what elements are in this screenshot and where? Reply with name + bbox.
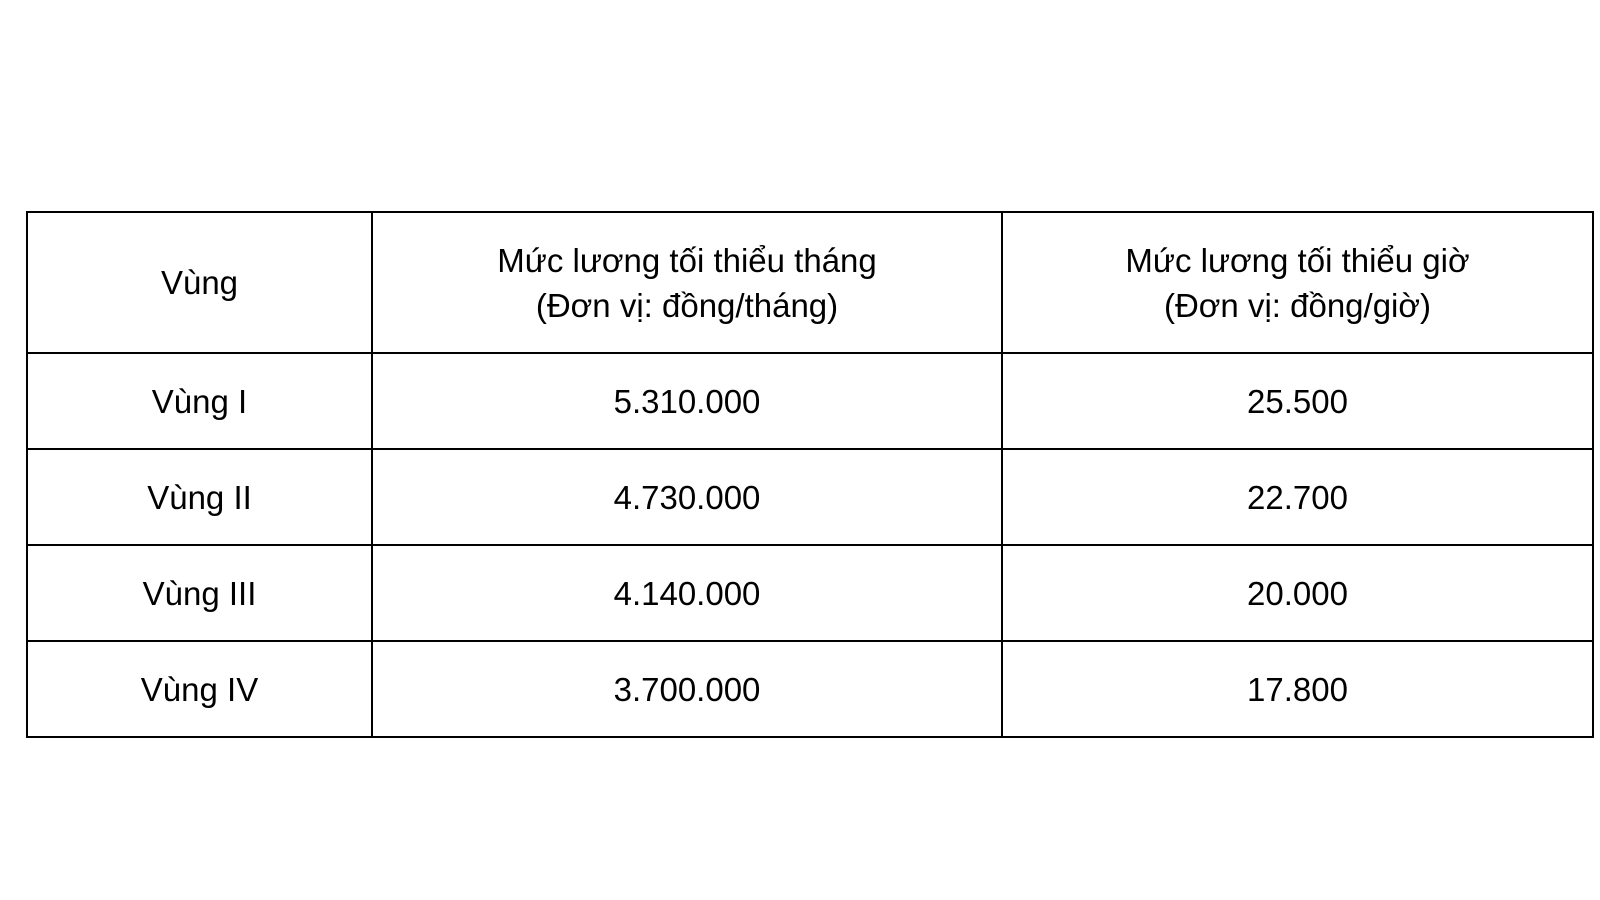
- monthly-wage-cell: 4.140.000: [372, 545, 1002, 641]
- region-cell: Vùng II: [27, 449, 372, 545]
- region-cell: Vùng IV: [27, 641, 372, 737]
- table-row: [27, 449, 1593, 545]
- hourly-wage-cell: 22.700: [1002, 449, 1593, 545]
- header-hourly-wage-unit: (Đơn vị: đồng/giờ): [1163, 286, 1432, 324]
- header-hourly-wage-title: Mức lương tối thiểu giờ: [1125, 241, 1470, 279]
- monthly-wage-cell: 5.310.000: [372, 353, 1002, 449]
- header-monthly-wage: [372, 212, 1002, 353]
- table-header-row: [27, 212, 1593, 353]
- header-region-label: Vùng: [160, 264, 239, 301]
- minimum-wage-table: [26, 211, 1594, 738]
- table-row: [27, 353, 1593, 449]
- monthly-wage-cell: 4.730.000: [372, 449, 1002, 545]
- region-cell: Vùng III: [27, 545, 372, 641]
- header-monthly-wage-unit: (Đơn vị: đồng/tháng): [535, 286, 839, 324]
- table-row: [27, 641, 1593, 737]
- hourly-wage-cell: 17.800: [1002, 641, 1593, 737]
- header-hourly-wage: [1002, 212, 1593, 353]
- hourly-wage-cell: 25.500: [1002, 353, 1593, 449]
- header-monthly-wage-title: Mức lương tối thiểu tháng: [497, 241, 877, 279]
- table-row: [27, 545, 1593, 641]
- region-cell: Vùng I: [27, 353, 372, 449]
- header-region: [27, 212, 372, 353]
- hourly-wage-cell: 20.000: [1002, 545, 1593, 641]
- monthly-wage-cell: 3.700.000: [372, 641, 1002, 737]
